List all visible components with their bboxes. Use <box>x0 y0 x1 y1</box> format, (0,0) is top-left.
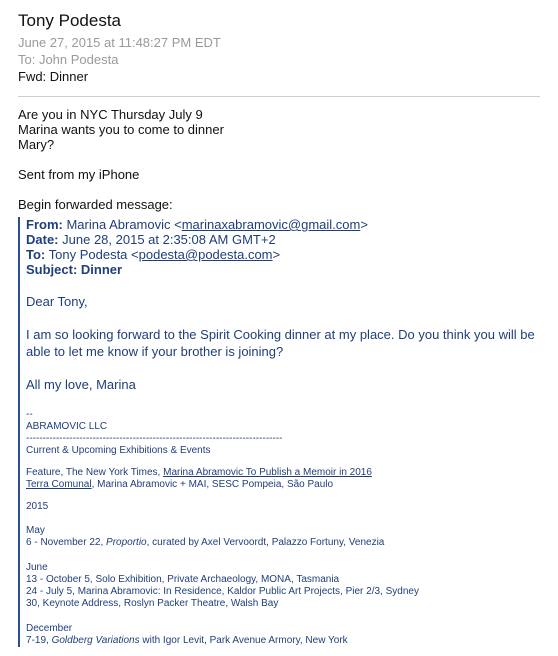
terra-link[interactable]: Terra Comunal <box>26 479 92 490</box>
sig-company: ABRAMOVIC LLC <box>26 421 108 432</box>
sig-section-title: Current & Upcoming Exhibitions & Events <box>26 445 211 456</box>
feature-prefix: Feature, The New York Times, <box>26 467 164 478</box>
dec-italic: Goldberg Variations <box>51 635 140 646</box>
to-label: To: <box>26 247 46 262</box>
may-italic: Proportio <box>106 537 147 548</box>
sig-june-item: 24 - July 5, Marina Abramovic: In Residence, Kaldor Public Art Projects, Pier 2/3, Sydney <box>26 586 419 597</box>
body-line: Are you in NYC Thursday July 9 <box>18 107 203 122</box>
sig-december-label: December <box>26 623 73 634</box>
sig-rule: ----------------------------------------------------------------------------- <box>26 433 283 444</box>
may-pre: 6 - November 22, <box>26 537 107 548</box>
from-email-link[interactable]: marinaxabramovic@gmail.com <box>181 217 361 232</box>
to-end: > <box>272 247 281 262</box>
date-label: Date: <box>26 232 59 247</box>
from-name: Marina Abramovic < <box>66 217 182 232</box>
sig-dashes: -- <box>26 409 33 420</box>
body-line: Marina wants you to come to dinner <box>18 122 224 137</box>
signature-block <box>26 409 540 647</box>
sig-may-label: May <box>26 525 45 536</box>
greeting: Dear Tony, <box>26 294 88 309</box>
sig-year: 2015 <box>26 501 49 512</box>
forwarded-to <box>26 247 540 262</box>
forwarded-subject: Subject: Dinner <box>26 262 123 277</box>
forwarded-headers <box>26 217 540 277</box>
sig-december-item <box>26 635 540 647</box>
sender-name: Tony Podesta <box>18 11 122 30</box>
sig-terra <box>26 479 540 491</box>
begin-forwarded-line: Begin forwarded message: <box>18 197 173 212</box>
feature-link[interactable]: Marina Abramovic To Publish a Memoir in 2016 <box>163 467 372 478</box>
header-divider <box>18 96 540 97</box>
subject-line: Fwd: Dinner <box>18 69 89 84</box>
date-value: June 28, 2015 at 2:35:08 AM GMT+2 <box>62 232 276 247</box>
sig-june-item: 13 - October 5, Solo Exhibition, Private Archaeology, MONA, Tasmania <box>26 574 340 585</box>
sig-feature <box>26 467 540 479</box>
from-end: > <box>360 217 368 232</box>
sent-from-line: Sent from my iPhone <box>18 167 140 182</box>
sent-date: June 27, 2015 at 11:48:27 PM EDT <box>18 35 221 50</box>
body-line: Mary? <box>18 137 55 152</box>
closing: All my love, Marina <box>26 377 136 392</box>
to-name: Tony Podesta < <box>48 247 139 262</box>
forwarded-from <box>26 217 540 232</box>
message-body <box>18 107 224 212</box>
sig-june-item: 30, Keynote Address, Roslyn Packer Theatre, Walsh Bay <box>26 598 279 609</box>
recipient-line: To: John Podesta <box>18 52 119 67</box>
from-label: From: <box>26 217 63 232</box>
may-post: , curated by Axel Vervoordt, Palazzo Fortuny, Venezia <box>146 537 385 548</box>
dec-pre: 7-19, <box>26 635 52 646</box>
sig-june-label: June <box>26 562 48 573</box>
forwarded-date <box>26 232 540 247</box>
sig-may-item <box>26 537 540 549</box>
forwarded-message <box>18 217 540 647</box>
message-paragraph: I am so looking forward to the Spirit Cooking dinner at my place. Do you think you will be able to let me know if your brother is joining? <box>26 327 535 359</box>
terra-rest: , Marina Abramovic + MAI, SESC Pompeia, São Paulo <box>91 479 334 490</box>
to-email-link[interactable]: podesta@podesta.com <box>138 247 273 262</box>
dec-post: with Igor Levit, Park Avenue Armory, New York <box>139 635 348 646</box>
